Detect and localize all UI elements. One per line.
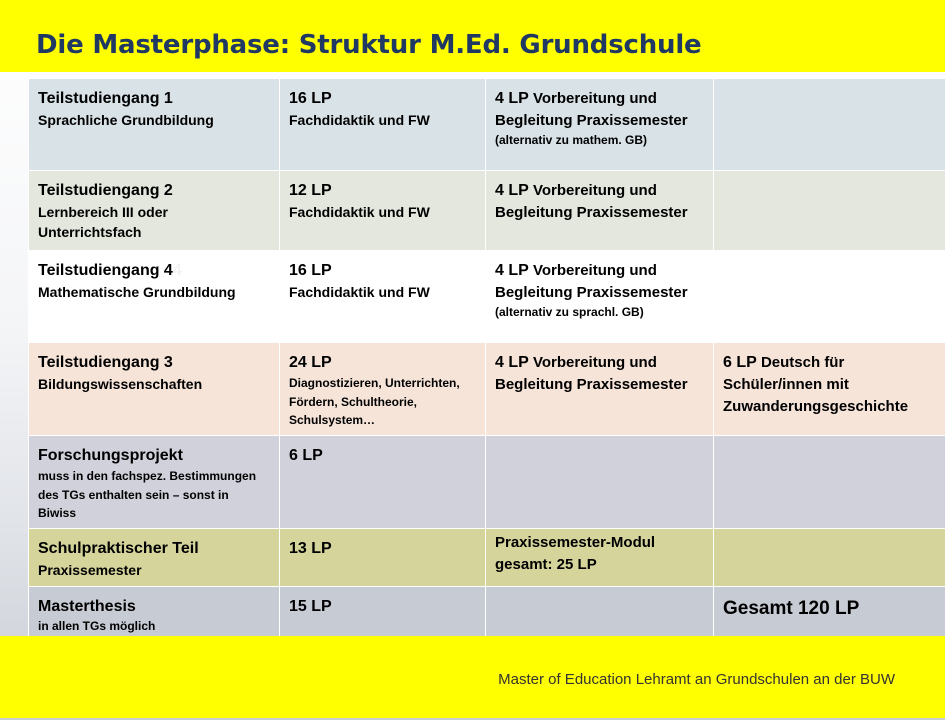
table-row	[29, 529, 945, 587]
structure-table	[28, 78, 945, 667]
praxis-cell	[486, 529, 714, 587]
module-title: Teilstudiengang 1	[38, 90, 173, 107]
extra-credits: 6 LP	[723, 354, 757, 371]
praxis-credits: 4 LP	[495, 262, 529, 279]
footer-text: Master of Education Lehramt an Grundschulen an der BUW	[498, 671, 895, 688]
credits-cell	[280, 171, 486, 251]
praxis-text-2: Begleitung Praxissemester	[495, 284, 688, 302]
extra-cell	[714, 436, 945, 529]
module-subtitle: Lernbereich III oder Unterrichtsfach	[38, 204, 168, 241]
credits-description: Fachdidaktik und FW	[289, 284, 430, 301]
extra-cell	[714, 343, 945, 436]
credits-cell	[280, 79, 486, 171]
praxis-cell	[486, 79, 714, 171]
module-subtitle: in allen TGs möglich	[38, 619, 156, 634]
extra-cell	[714, 529, 945, 587]
module-cell	[29, 251, 280, 343]
table-row	[29, 251, 945, 343]
module-title: Forschungsprojekt	[38, 447, 183, 464]
extra-cell	[714, 251, 945, 343]
module-title: Schulpraktischer Teil	[38, 540, 199, 557]
credits-description: Fachdidaktik und FW	[289, 204, 430, 221]
page-title: Die Masterphase: Struktur M.Ed. Grundschule	[36, 30, 702, 60]
table-row	[29, 171, 945, 251]
credits-value: 6 LP	[289, 447, 323, 464]
praxis-module: Praxissemester-Modul	[495, 534, 656, 551]
praxis-cell	[486, 436, 714, 529]
praxis-text: Vorbereitung und	[532, 90, 657, 107]
module-cell	[29, 171, 280, 251]
praxis-credits: 4 LP	[495, 182, 529, 199]
praxis-text-2: Begleitung Praxissemester	[495, 376, 688, 394]
credits-description: Fachdidaktik und FW	[289, 112, 430, 129]
praxis-text-2: Begleitung Praxissemester	[495, 204, 688, 222]
praxis-note: (alternativ zu sprachl. GB)	[495, 304, 644, 319]
module-title: Teilstudiengang 4	[38, 262, 173, 279]
praxis-cell	[486, 343, 714, 436]
credits-value: 12 LP	[289, 182, 332, 199]
credits-value: 24 LP	[289, 354, 332, 371]
module-cell	[29, 436, 280, 529]
praxis-total: gesamt: 25 LP	[495, 555, 597, 573]
credits-cell	[280, 436, 486, 529]
module-subtitle: Sprachliche Grundbildung	[38, 112, 214, 129]
title-bar	[0, 0, 945, 72]
credits-value: 16 LP	[289, 90, 332, 107]
credits-cell	[280, 529, 486, 587]
footer-bar	[0, 636, 945, 718]
module-title: Teilstudiengang 3	[38, 354, 173, 371]
module-subtitle: muss in den fachspez. Bestimmungen des TGs enthalten sein – sonst in Biwiss	[38, 469, 257, 521]
module-subtitle: Mathematische Grundbildung	[38, 284, 236, 301]
module-cell	[29, 529, 280, 587]
credits-value: 16 LP	[289, 262, 332, 279]
extra-text: Deutsch für Schüler/innen mit Zuwanderungsgeschichte	[723, 354, 909, 415]
praxis-credits: 4 LP	[495, 354, 529, 371]
credits-description: Diagnostizieren, Unterrichten, Fördern, Schultheorie, Schulsystem…	[289, 376, 460, 428]
module-title-ghost: 4	[172, 262, 182, 279]
credits-cell	[280, 251, 486, 343]
module-cell	[29, 79, 280, 171]
praxis-note: (alternativ zu mathem. GB)	[495, 132, 648, 147]
module-subtitle: Bildungswissenschaften	[38, 376, 203, 393]
table-row	[29, 436, 945, 529]
table-row	[29, 343, 945, 436]
praxis-text: Vorbereitung und	[532, 182, 657, 199]
praxis-credits: 4 LP	[495, 90, 529, 107]
credits-value: 15 LP	[289, 598, 332, 615]
table-row	[29, 79, 945, 171]
credits-cell	[280, 343, 486, 436]
extra-cell	[714, 171, 945, 251]
praxis-text-2: Begleitung Praxissemester	[495, 112, 688, 130]
module-title: Teilstudiengang 2	[38, 182, 173, 199]
module-title: Masterthesis	[38, 598, 136, 615]
praxis-cell	[486, 171, 714, 251]
praxis-cell	[486, 251, 714, 343]
total-credits: Gesamt 120 LP	[723, 598, 860, 619]
credits-value: 13 LP	[289, 540, 332, 557]
module-subtitle: Praxissemester	[38, 562, 142, 579]
praxis-text: Vorbereitung und	[532, 262, 657, 279]
module-cell	[29, 343, 280, 436]
praxis-text: Vorbereitung und	[532, 354, 657, 371]
extra-cell	[714, 79, 945, 171]
